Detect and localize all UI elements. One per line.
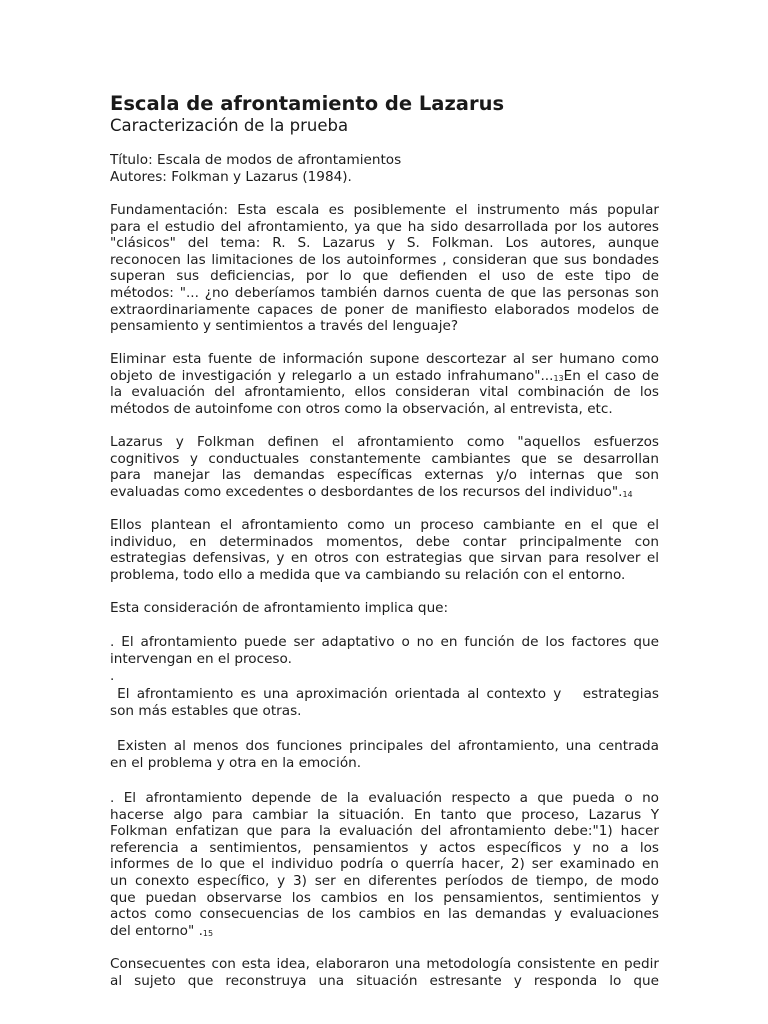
paragraph-line: Lazarus y Folkman definen el afrontamiento como "aquellos esfuerzos (110, 434, 659, 450)
paragraph-line: para el estudio del afrontamiento, ya que ha sido desarrollada por los autores (110, 218, 659, 235)
paragraph-line (110, 484, 659, 501)
paragraph-text: En el caso de (563, 367, 659, 384)
paragraph-line: reconocen las limitaciones de los autoinformes , consideran que sus bondades (110, 251, 659, 268)
paragraph-fundamentacion (110, 202, 659, 335)
paragraph-line: un conexto específico, y 3) ser en diferentes períodos de tiempo, de modo (110, 872, 659, 889)
paragraph-line: Eliminar esta fuente de información supone descortezar al ser humano como (110, 351, 659, 367)
paragraph-line: en el problema y otra en la emoción. (110, 754, 362, 771)
list-item-contexto (110, 686, 659, 719)
paragraph-line (110, 923, 659, 940)
paragraph-line: Folkman enfatizan que para la evaluación del afrontamiento debe:"1) hacer (110, 823, 659, 840)
paragraph-line: "clásicos" del tema: R. S. Lazarus y S. Folkman. Los autores, aunque (110, 235, 659, 252)
list-marker (110, 668, 659, 685)
metadata-title-line: Título: Escala de modos de afrontamientos (110, 152, 402, 168)
footnote-ref: 13 (553, 373, 564, 383)
paragraph-line: métodos: "... ¿no deberíamos también darnos cuenta de que las personas son (110, 284, 659, 301)
paragraph-line: hacerse algo para cambiar la situación. En tanto que proceso, Lazarus Y (110, 806, 659, 823)
list-item-adaptativo (110, 634, 659, 667)
paragraph-line: Fundamentación: Esta escala es posiblemente el instrumento más popular (110, 202, 659, 218)
paragraph-line (110, 368, 659, 385)
bullet-dot: . (110, 668, 115, 684)
paragraph-line: . El afrontamiento puede ser adaptativo o no en función de los factores que (110, 634, 659, 650)
paragraph-line: problema, todo ello a medida que va cambiando su relación con el entorno. (110, 566, 626, 583)
paragraph-eliminar (110, 351, 659, 417)
paragraph-line: que puedan observarse los cambios en los pensamientos, sentimientos y (110, 889, 659, 906)
paragraph-text: evaluadas como excedentes o desbordantes de los recursos del individuo". (110, 483, 623, 500)
paragraph-definicion (110, 434, 659, 500)
paragraph-line: informes de lo que el individuo podría o querría hacer, 2) ser examinado en (110, 856, 659, 873)
paragraph-line: . El afrontamiento depende de la evaluación respecto a que pueda o no (110, 790, 659, 806)
paragraph-line: estrategias defensivas, y en otros con estrategias que sirvan para resolver el (110, 550, 659, 567)
paragraph-proceso (110, 517, 659, 583)
paragraph-line: actos como consecuencias de los cambios en las demandas y evaluaciones (110, 906, 659, 923)
footnote-ref: 15 (202, 928, 214, 938)
metadata-authors-line: Autores: Folkman y Lazarus (1984). (110, 168, 352, 185)
paragraph-line: Ellos plantean el afrontamiento como un proceso cambiante en el que el (110, 517, 659, 533)
paragraph-line: referencia a sentimientos, pensamientos y actos específicos y no a los (110, 839, 659, 856)
paragraph-text: objeto de investigación y relegarlo a un estado infrahumano"... (110, 367, 554, 384)
paragraph-line: extraordinariamente capaces de poner de manifiesto elaborados modelos de (110, 301, 659, 318)
paragraph-line: Consecuentes con esta idea, elaboraron una metodología consistente en pedir (110, 956, 659, 972)
document-title: Escala de afrontamiento de Lazarus (110, 92, 505, 115)
paragraph-line: El afrontamiento es una aproximación orientada al contexto y estrategias (110, 686, 659, 702)
footnote-ref: 14 (622, 489, 633, 499)
paragraph-line: pensamiento y sentimientos a través del lenguaje? (110, 318, 459, 335)
list-item-evaluacion (110, 790, 659, 939)
paragraph-consideracion (110, 600, 659, 617)
paragraph-line: superan sus deficiencias, por lo que defienden el uso de este tipo de (110, 268, 659, 285)
document-subtitle: Caracterización de la prueba (110, 116, 349, 135)
paragraph-line: métodos de autoinfome con otros como la observación, al entrevista, etc. (110, 400, 613, 417)
paragraph-line: para manejar las demandas específicas externas y/o internas que son (110, 467, 659, 484)
metadata-block (110, 152, 659, 185)
list-item-funciones (110, 738, 659, 771)
paragraph-consecuentes (110, 956, 659, 989)
paragraph-line: individuo, en determinados momentos, debe contar principalmente con (110, 533, 659, 550)
paragraph-line: la evaluación del afrontamiento, ellos consideran vital combinación de los (110, 384, 659, 401)
paragraph-line: al sujeto que reconstruya una situación estresante y responda lo que (110, 972, 659, 989)
paragraph-line: Esta consideración de afrontamiento implica que: (110, 600, 449, 616)
paragraph-line: Existen al menos dos funciones principales del afrontamiento, una centrada (110, 738, 659, 754)
paragraph-line: son más estables que otras. (110, 702, 302, 719)
paragraph-line: cognitivos y conductuales constantemente cambiantes que se desarrollan (110, 450, 659, 467)
paragraph-text: del entorno" . (110, 922, 203, 939)
paragraph-line: intervengan en el proceso. (110, 650, 292, 667)
